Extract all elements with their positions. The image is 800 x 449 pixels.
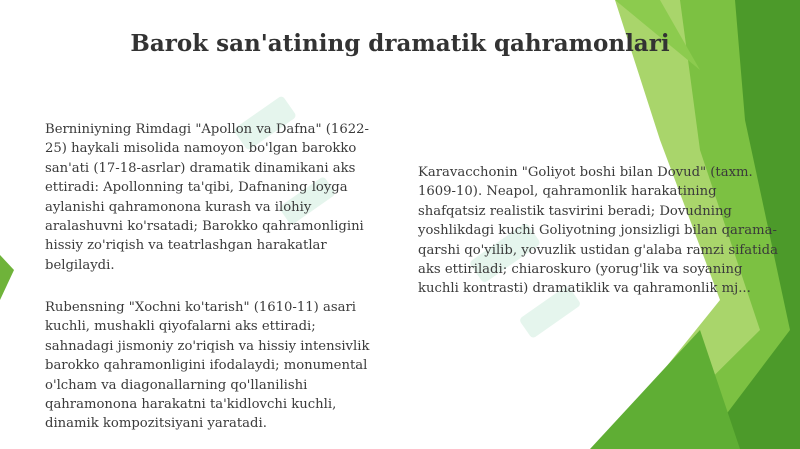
left-green-sliver bbox=[0, 255, 14, 300]
paragraph-caravaggio: Karavacchonin "Goliyot boshi bilan Dovud" (taxm. 1609-10). Neapol, qahramonlik harakatining shafqatsiz realistik tasvirini beradi; Dovudning yoshlikdagi kuchi Goliyotning jonsizligi bilan qarama-qarshi qo'yilib, yovuzlik ustidan g'alaba ramzi sifatida aks ettiriladi; chiaroskuro (yorug'lik va soyaning kuchli kontrasti) dramatiklik va qahramonlik mj... bbox=[418, 165, 778, 297]
paragraph-bernini: Berniniyning Rimdagi "Apollon va Dafna" (1622-25) haykali misolida namoyon bo'lgan barokko san'ati (17-18-asrlar) dramatik dinamikani aks ettiradi: Apollonning ta'qibi, Dafnaning loyga aylanishi qahramonona kurash va ilohiy aralashuvni ko'rsatadi; Barokko qahramonligini hissiy zo'riqish va teatrlashgan harakatlar belgilaydi. bbox=[45, 122, 369, 273]
paragraph-rubens: Rubensning "Xochni ko'tarish" (1610-11) asari kuchli, mushakli qiyofalarni aks ettiradi; sahnadagi jismoniy zo'riqish va hissiy intensivlik barokko qahramonligini ifodalaydi; monumental o'lcham va diagonallarning qo'llanilishi qahramonona harakatni ta'kidlovchi kuchli, dinamik kompozitsiyani yaratadi. bbox=[45, 300, 370, 432]
slide-title: Barok san'atining dramatik qahramonlari bbox=[130, 30, 670, 57]
